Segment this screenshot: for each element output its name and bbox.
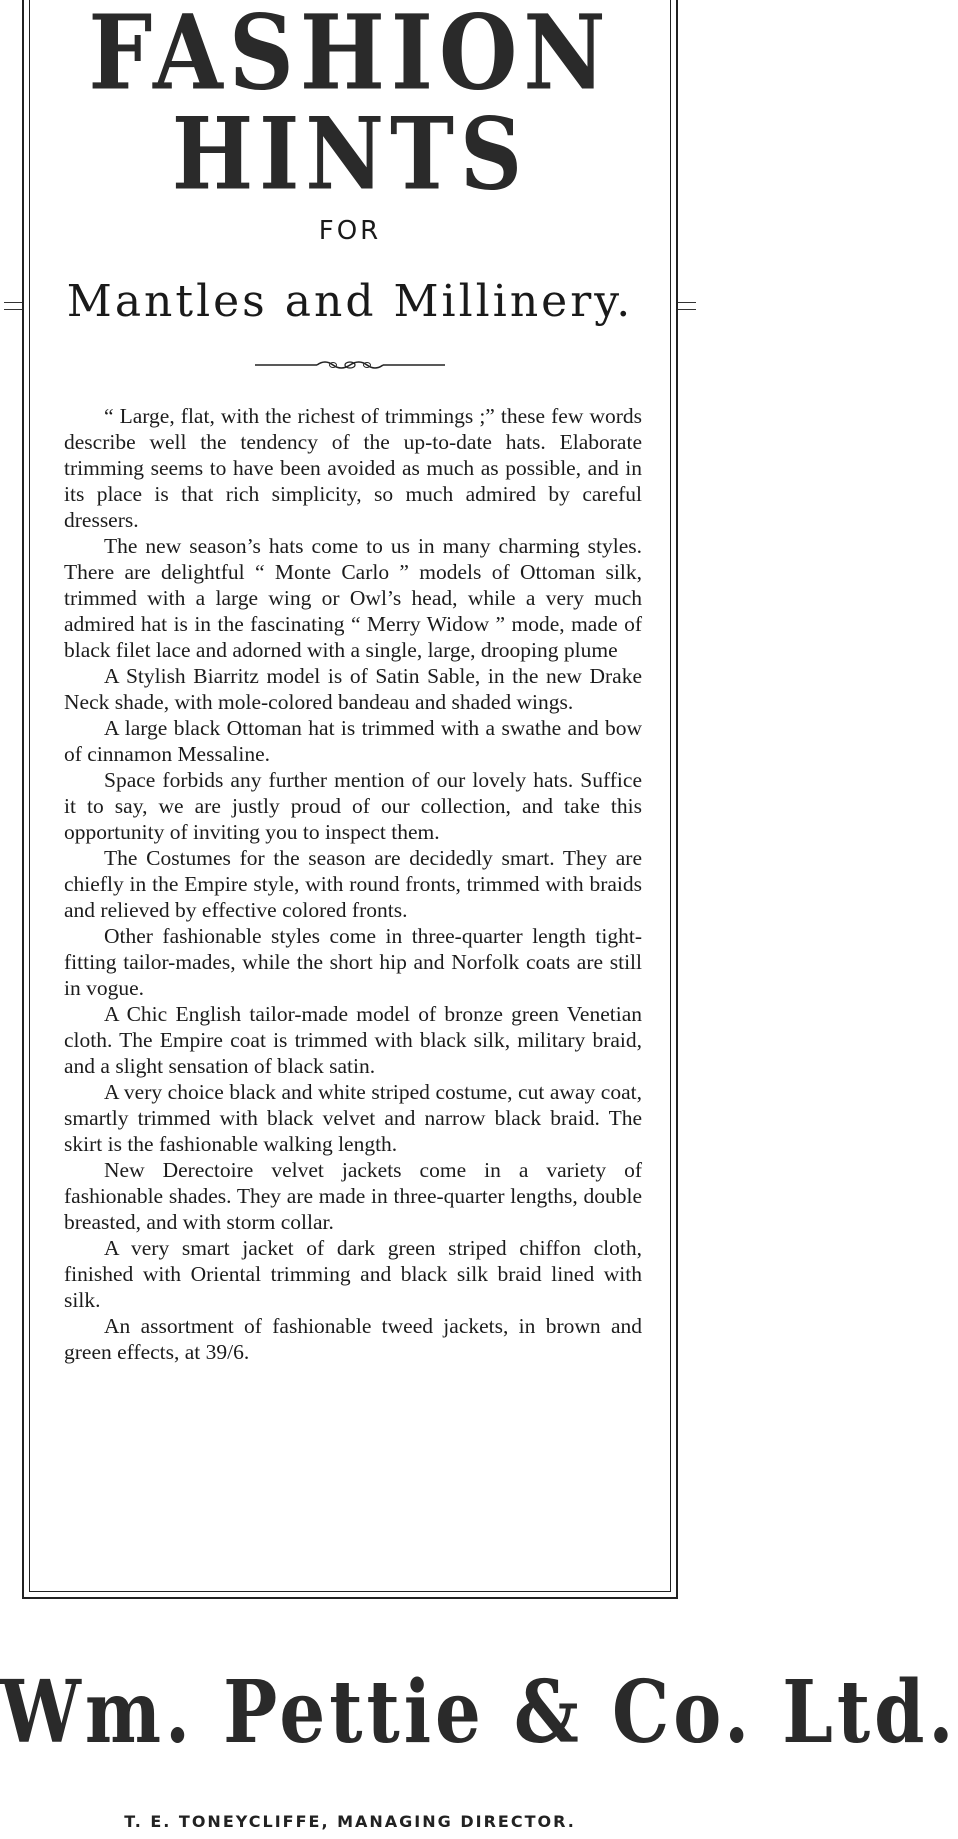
article-paragraph-12: An assortment of fashionable tweed jackets, in brown and green effects, at 39/6.: [64, 1314, 642, 1364]
article-paragraph-3: A Stylish Biarritz model is of Satin Sable, in the new Drake Neck shade, with mole-colored bandeau and shaded wings.: [64, 664, 642, 714]
article-body: [64, 403, 642, 1365]
article-paragraph-1: “ Large, flat, with the richest of trimmings ;” these few words describe well the tendency of the up-to-date hats. Elaborate trimming seems to have been avoided as much as possible, and in its place is that rich simplicity, so much admired by careful dressers.: [64, 404, 642, 532]
article-paragraph-2: The new season’s hats come to us in many charming styles. There are delightful “ Monte Carlo ” models of Ottoman silk, trimmed with a large wing or Owl’s head, while a very much admired hat is in the fascinating “ Merry Widow ” mode, made of black filet lace and adorned with a single, large, drooping plume: [64, 534, 642, 662]
article-paragraph-6: The Costumes for the season are decidedly smart. They are chiefly in the Empire style, with round fronts, trimmed with braids and relieved by effective colored fronts.: [64, 846, 642, 922]
managing-director: T. E. TONEYCLIFFE, MANAGING DIRECTOR.: [124, 1812, 576, 1831]
heading-fashion: FASHION: [88, 0, 612, 114]
ornament-divider-icon: [255, 356, 445, 374]
article-paragraph-10: New Derectoire velvet jackets come in a variety of fashionable shades. They are made in three-quarter lengths, double breasted, and with storm collar.: [64, 1158, 642, 1234]
article-paragraph-5: Space forbids any further mention of our lovely hats. Suffice it to say, we are justly proud of our collection, and take this opportunity of inviting you to inspect them.: [64, 768, 642, 844]
company-name: Wm. Pettie & Co. Ltd.: [0, 1660, 958, 1763]
article-paragraph-7: Other fashionable styles come in three-quarter length tight-fitting tailor-mades, while the short hip and Norfolk coats are still in vogue.: [64, 924, 642, 1000]
heading-subtitle: Mantles and Millinery.: [66, 276, 634, 327]
heading-hints: HINTS: [171, 96, 529, 213]
article-paragraph-8: A Chic English tailor-made model of bronze green Venetian cloth. The Empire coat is trimmed with black silk, military braid, and a slight sensation of black satin.: [64, 1002, 642, 1078]
heading-for: FOR: [318, 216, 382, 246]
article-paragraph-4: A large black Ottoman hat is trimmed with a swathe and bow of cinnamon Messaline.: [64, 716, 642, 766]
article-paragraph-11: A very smart jacket of dark green striped chiffon cloth, finished with Oriental trimming and black silk braid lined with silk.: [64, 1236, 642, 1312]
article-paragraph-9: A very choice black and white striped costume, cut away coat, smartly trimmed with black velvet and narrow black braid. The skirt is the fashionable walking length.: [64, 1080, 642, 1156]
